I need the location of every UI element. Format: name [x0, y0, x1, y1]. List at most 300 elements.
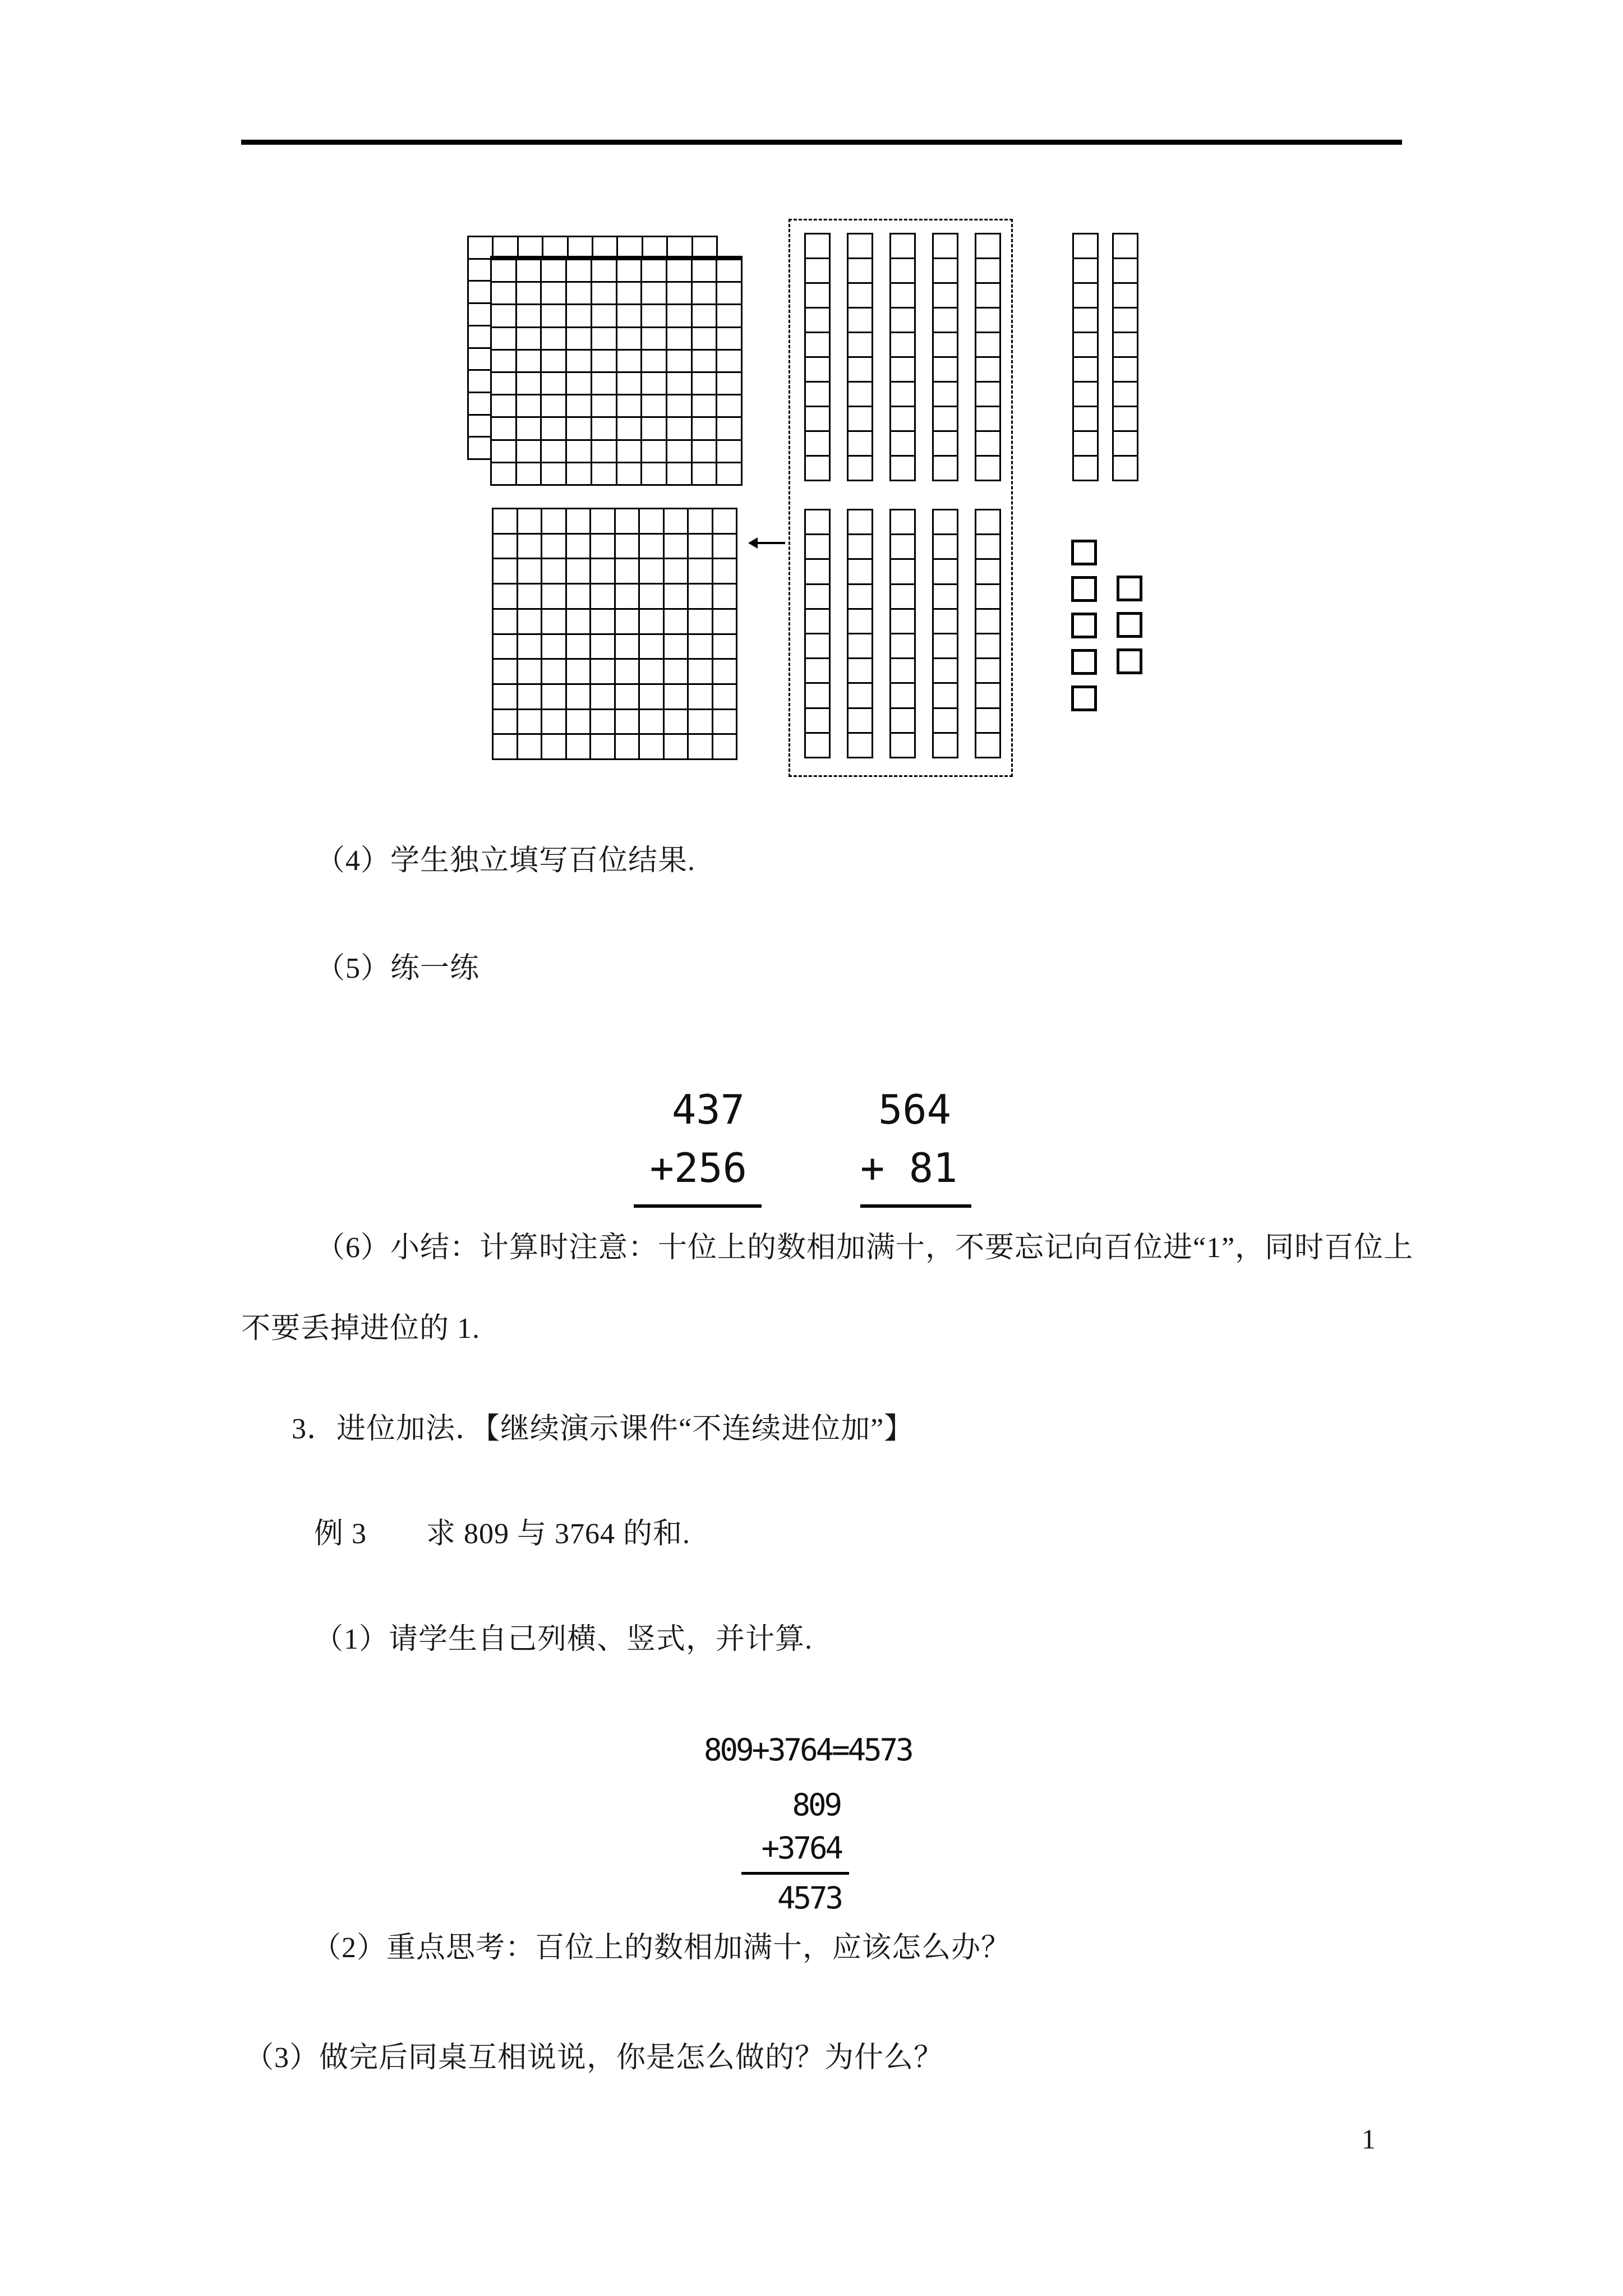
addend-bottom: +3764: [761, 1830, 841, 1866]
hundreds-grid-result: [492, 508, 737, 760]
grid-cell: [642, 283, 667, 305]
rod-cell: [806, 734, 831, 758]
grid-cell: [517, 283, 542, 305]
grid-cell: [492, 351, 517, 373]
rod-cell: [1074, 383, 1099, 407]
grid-cell: [567, 509, 592, 535]
rod-cell: [976, 383, 1001, 407]
tens-rod: [889, 509, 916, 758]
grid-cell: [567, 585, 592, 610]
rod-cell: [934, 709, 958, 734]
grid-cell: [616, 710, 640, 735]
grid-cell: [717, 351, 743, 373]
grid-cell: [640, 535, 665, 560]
grid-cell: [693, 373, 718, 395]
rod-cell: [849, 457, 873, 481]
grid-cell: [665, 509, 689, 535]
grid-cell: [616, 735, 640, 760]
grid-cell: [518, 660, 543, 685]
tens-rod: [932, 509, 958, 758]
rod-cell: [1074, 333, 1099, 358]
grid-cell: [667, 260, 693, 283]
grid-cell: [667, 463, 693, 486]
rod-cell: [849, 709, 873, 734]
grid-cell: [517, 260, 542, 283]
grid-cell: [617, 305, 643, 328]
rod-cell: [891, 407, 916, 432]
grid-cell: [667, 351, 693, 373]
grid-cell: [717, 441, 743, 463]
grid-cell: [567, 710, 592, 735]
rod-cell: [934, 610, 958, 634]
grid-cell: [542, 509, 567, 535]
grid-cell: [616, 610, 640, 635]
grid-cell: [494, 559, 518, 585]
grid-cell: [592, 418, 617, 440]
paragraph-step6-line1: （6）小结：计算时注意：十位上的数相加满十，不要忘记向百位进“1”，同时百位上: [316, 1232, 1414, 1264]
grid-cell: [640, 735, 665, 760]
grid-cell: [693, 351, 718, 373]
grid-cell: [667, 305, 693, 328]
grid-cell: [642, 418, 667, 440]
grid-cell: [642, 463, 667, 486]
grid-cell: [713, 710, 738, 735]
rod-cell: [806, 659, 831, 684]
grid-cell: [542, 305, 567, 328]
rod-cell: [934, 457, 958, 481]
rod-cell: [934, 234, 958, 259]
rod-cell: [976, 309, 1001, 333]
grid-cell: [494, 685, 518, 710]
rod-cell: [934, 634, 958, 659]
grid-cell: [617, 260, 643, 283]
rod-cell: [891, 585, 916, 610]
rod-cell: [891, 333, 916, 358]
tens-rod: [804, 233, 831, 481]
rod-cell: [976, 407, 1001, 432]
grid-cell: [617, 328, 643, 351]
left-arrow-icon: [748, 533, 786, 553]
grid-cell: [713, 735, 738, 760]
rod-cell: [1074, 432, 1099, 457]
grid-cell: [693, 395, 718, 418]
rod-cell: [976, 358, 1001, 383]
grid-cell: [542, 535, 567, 560]
grid-cell: [518, 635, 543, 660]
grid-cell: [591, 735, 616, 760]
paragraph-step4: （4）学生独立填写百位结果.: [316, 845, 696, 877]
grid-cell: [592, 305, 617, 328]
rod-cell: [849, 610, 873, 634]
rod-cell: [849, 432, 873, 457]
rod-cell: [806, 234, 831, 259]
paragraph-step6-line2: 不要丢掉进位的 1.: [241, 1313, 481, 1345]
grid-cell: [494, 660, 518, 685]
rod-cell: [891, 284, 916, 309]
rod-cell: [806, 610, 831, 634]
rod-cell: [976, 684, 1001, 708]
rod-cell: [934, 309, 958, 333]
grid-cell: [518, 710, 543, 735]
grid-cell: [518, 509, 543, 535]
grid-cell: [617, 395, 643, 418]
grid-cell: [567, 283, 592, 305]
grid-cell: [642, 260, 667, 283]
grid-cell: [492, 463, 517, 486]
rod-cell: [934, 560, 958, 585]
section3-heading: 3．进位加法．【继续演示课件“不连续进位加”】: [292, 1413, 914, 1445]
rod-cell: [849, 333, 873, 358]
grid-cell: [517, 351, 542, 373]
rod-cell: [934, 333, 958, 358]
ones-block: [1071, 540, 1097, 565]
grid-cell: [617, 463, 643, 486]
rod-cell: [976, 585, 1001, 610]
rod-cell: [806, 510, 831, 535]
grid-cell: [591, 635, 616, 660]
grid-cell: [616, 585, 640, 610]
rod-cell: [849, 284, 873, 309]
grid-cell: [567, 260, 592, 283]
rod-cell: [1074, 309, 1099, 333]
grid-cell: [713, 610, 738, 635]
tens-rod: [847, 509, 873, 758]
rod-cell: [806, 684, 831, 708]
addend-bottom: + 81: [860, 1144, 958, 1192]
arrow-shaft: [755, 542, 785, 544]
grid-cell: [542, 463, 567, 486]
grid-cell: [717, 463, 743, 486]
rod-cell: [891, 610, 916, 634]
grid-cell: [591, 559, 616, 585]
rod-cell: [976, 709, 1001, 734]
grid-cell: [693, 418, 718, 440]
addition-problem-437-256: [634, 1080, 762, 1208]
grid-cell: [693, 260, 718, 283]
grid-cell: [642, 305, 667, 328]
grid-cell: [617, 441, 643, 463]
rod-cell: [849, 234, 873, 259]
rod-cell: [1074, 407, 1099, 432]
rod-cell: [1114, 432, 1138, 457]
grid-cell: [665, 685, 689, 710]
grid-cell: [567, 685, 592, 710]
rod-cell: [891, 234, 916, 259]
addend-top: 809: [792, 1787, 840, 1823]
grid-cell: [693, 283, 718, 305]
grid-cell: [492, 283, 517, 305]
addend-bottom: +256: [649, 1144, 747, 1192]
ones-block: [1117, 576, 1142, 601]
rod-cell: [1114, 383, 1138, 407]
grid-cell: [592, 463, 617, 486]
rod-cell: [891, 457, 916, 481]
grid-cell: [665, 610, 689, 635]
grid-cell: [717, 260, 743, 283]
grid-cell: [567, 441, 592, 463]
grid-cell: [717, 373, 743, 395]
ones-block: [1071, 576, 1097, 602]
tens-rod: [847, 233, 873, 481]
grid-cell: [616, 685, 640, 710]
grid-cell: [494, 635, 518, 660]
rod-cell: [976, 734, 1001, 758]
grid-cell: [717, 283, 743, 305]
rod-cell: [806, 284, 831, 309]
grid-cell: [542, 283, 567, 305]
paragraph-step5: （5）练一练: [316, 953, 480, 984]
grid-cell: [517, 328, 542, 351]
rod-cell: [891, 560, 916, 585]
rod-cell: [891, 383, 916, 407]
rod-cell: [806, 432, 831, 457]
grid-cell: [567, 395, 592, 418]
grid-cell: [689, 735, 713, 760]
rod-cell: [891, 734, 916, 758]
grid-cell: [542, 610, 567, 635]
ones-block: [1071, 685, 1097, 711]
grid-cell: [640, 685, 665, 710]
grid-cell: [667, 283, 693, 305]
grid-cell: [640, 509, 665, 535]
grid-cell: [592, 441, 617, 463]
rod-cell: [1074, 358, 1099, 383]
rod-cell: [806, 309, 831, 333]
grid-cell: [492, 260, 517, 283]
ones-block: [1117, 612, 1142, 638]
grid-cell: [616, 535, 640, 560]
addend-top: 564: [878, 1086, 951, 1133]
grid-cell: [717, 305, 743, 328]
rod-cell: [806, 634, 831, 659]
grid-cell: [567, 305, 592, 328]
rod-cell: [849, 383, 873, 407]
vertical-calculation-809-3764: [741, 1784, 849, 1920]
addend-top: 437: [671, 1086, 745, 1133]
grid-cell: [667, 395, 693, 418]
grid-cell: [713, 660, 738, 685]
grid-cell: [592, 283, 617, 305]
rod-cell: [849, 358, 873, 383]
grid-cell: [592, 260, 617, 283]
grid-cell: [591, 535, 616, 560]
grid-cell: [591, 685, 616, 710]
grid-cell: [542, 635, 567, 660]
grid-cell: [665, 660, 689, 685]
grid-cell: [665, 585, 689, 610]
grid-cell: [665, 535, 689, 560]
rod-cell: [806, 585, 831, 610]
grid-cell: [642, 328, 667, 351]
rod-cell: [934, 684, 958, 708]
rod-cell: [849, 560, 873, 585]
grid-cell: [640, 610, 665, 635]
grid-cell: [567, 373, 592, 395]
grid-cell: [693, 463, 718, 486]
rod-cell: [849, 309, 873, 333]
rod-cell: [891, 634, 916, 659]
grid-cell: [713, 685, 738, 710]
grid-cell: [591, 610, 616, 635]
sum-row: 4573: [777, 1880, 841, 1916]
grid-cell: [693, 441, 718, 463]
rod-cell: [891, 309, 916, 333]
grid-cell: [640, 585, 665, 610]
hundreds-grid-front: [490, 256, 743, 486]
grid-cell: [542, 735, 567, 760]
rod-cell: [976, 457, 1001, 481]
rod-cell: [934, 284, 958, 309]
rod-cell: [1114, 358, 1138, 383]
grid-cell: [617, 373, 643, 395]
rod-cell: [1074, 284, 1099, 309]
grid-cell: [640, 635, 665, 660]
rod-cell: [806, 333, 831, 358]
rod-cell: [1114, 407, 1138, 432]
grid-cell: [667, 441, 693, 463]
grid-cell: [713, 559, 738, 585]
rod-cell: [849, 659, 873, 684]
paragraph-sub1: （1）请学生自己列横、竖式，并计算.: [314, 1623, 813, 1655]
grid-cell: [518, 559, 543, 585]
grid-cell: [542, 351, 567, 373]
grid-cell: [542, 395, 567, 418]
grid-cell: [567, 635, 592, 660]
rod-cell: [806, 535, 831, 560]
rod-cell: [806, 407, 831, 432]
rod-cell: [976, 333, 1001, 358]
example3-statement: 例 3 求 809 与 3764 的和.: [314, 1518, 691, 1550]
grid-cell: [567, 610, 592, 635]
vinculum-line: [741, 1872, 849, 1875]
rod-cell: [891, 659, 916, 684]
rod-cell: [934, 659, 958, 684]
rod-cell: [806, 383, 831, 407]
rod-cell: [976, 259, 1001, 284]
vinculum-line: [634, 1204, 762, 1208]
grid-cell: [616, 509, 640, 535]
grid-cell: [494, 610, 518, 635]
grid-cell: [542, 710, 567, 735]
grid-cell: [591, 710, 616, 735]
grid-cell: [617, 418, 643, 440]
tens-rod-group-top: [804, 233, 1001, 481]
grid-cell: [517, 418, 542, 440]
grid-cell: [689, 635, 713, 660]
addition-problem-564-81: [860, 1080, 971, 1208]
rod-cell: [891, 535, 916, 560]
rod-cell: [976, 510, 1001, 535]
grid-cell: [616, 660, 640, 685]
grid-cell: [591, 585, 616, 610]
rod-cell: [976, 432, 1001, 457]
grid-cell: [518, 735, 543, 760]
grid-cell: [689, 710, 713, 735]
ones-blocks-left-column: [1071, 540, 1097, 711]
rod-cell: [1114, 333, 1138, 358]
tens-rod: [975, 509, 1001, 758]
rod-cell: [1074, 234, 1099, 259]
rod-cell: [1114, 284, 1138, 309]
rod-cell: [934, 510, 958, 535]
grid-cell: [492, 328, 517, 351]
rod-cell: [934, 535, 958, 560]
rod-cell: [1074, 457, 1099, 481]
grid-cell: [494, 710, 518, 735]
grid-cell: [640, 660, 665, 685]
grid-cell: [717, 395, 743, 418]
rod-cell: [934, 432, 958, 457]
rod-cell: [891, 709, 916, 734]
rod-cell: [849, 684, 873, 708]
rod-cell: [849, 259, 873, 284]
grid-cell: [693, 328, 718, 351]
grid-cell: [492, 373, 517, 395]
grid-cell: [567, 463, 592, 486]
rod-cell: [976, 610, 1001, 634]
grid-cell: [591, 660, 616, 685]
equation-line: 809+3764=4573: [704, 1732, 912, 1768]
grid-cell: [542, 585, 567, 610]
grid-cell: [542, 685, 567, 710]
grid-cell: [689, 685, 713, 710]
grid-cell: [717, 328, 743, 351]
grid-cell: [617, 351, 643, 373]
grid-cell: [542, 418, 567, 440]
grid-cell: [494, 735, 518, 760]
ones-blocks-right-column: [1117, 576, 1142, 674]
grid-cell: [689, 585, 713, 610]
grid-cell: [665, 635, 689, 660]
grid-cell: [567, 660, 592, 685]
grid-cell: [689, 660, 713, 685]
grid-cell: [492, 305, 517, 328]
grid-cell: [717, 418, 743, 440]
grid-cell: [689, 559, 713, 585]
grid-cell: [713, 535, 738, 560]
grid-cell: [567, 328, 592, 351]
grid-cell: [542, 441, 567, 463]
grid-cell: [667, 418, 693, 440]
rod-cell: [934, 585, 958, 610]
grid-cell: [567, 418, 592, 440]
grid-cell: [713, 635, 738, 660]
rod-cell: [891, 684, 916, 708]
ones-block: [1071, 613, 1097, 638]
grid-cell: [494, 585, 518, 610]
rod-cell: [934, 358, 958, 383]
paragraph-sub2: （2）重点思考：百位上的数相加满十，应该怎么办？: [312, 1932, 1011, 1964]
rod-cell: [891, 510, 916, 535]
grid-cell: [665, 559, 689, 585]
rod-cell: [849, 634, 873, 659]
rod-cell: [806, 358, 831, 383]
grid-cell: [616, 559, 640, 585]
rod-cell: [976, 234, 1001, 259]
ones-block: [1117, 648, 1142, 674]
grid-cell: [518, 535, 543, 560]
grid-cell: [689, 535, 713, 560]
grid-cell: [518, 585, 543, 610]
grid-cell: [567, 535, 592, 560]
vinculum-line: [860, 1204, 971, 1208]
grid-cell: [642, 351, 667, 373]
grid-cell: [492, 418, 517, 440]
grid-cell: [492, 441, 517, 463]
header-rule: [241, 140, 1402, 145]
grid-cell: [665, 710, 689, 735]
rod-cell: [1114, 234, 1138, 259]
